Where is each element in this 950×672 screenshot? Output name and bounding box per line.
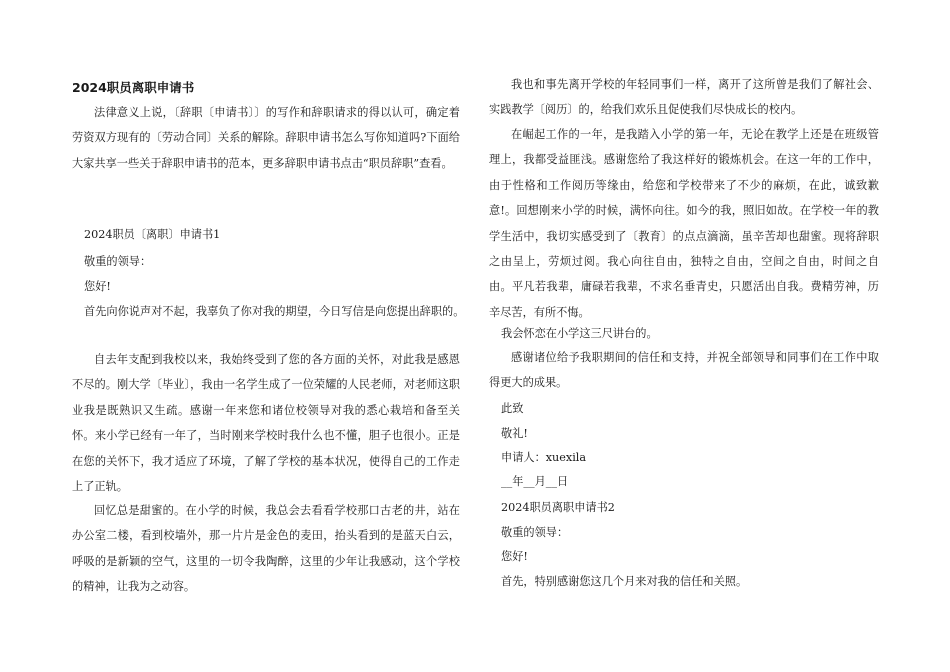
closing-line-2: 敬礼! — [501, 427, 528, 440]
intro-paragraph: 法律意义上说，〔辞职〔申请书〕〕的写作和辞职请求的得以认可，确定着劳资双方现有的〔劳动合同〕关系的解除。辞职申请书怎么写你知道吗?下面给大家共享一些关于辞职申请书的范本，更多辞职申请书点击“职员辞职”查看。 — [72, 106, 460, 170]
letter2-heading: 2024职员离职申请书2 — [501, 501, 615, 514]
right-paragraph-1: 我也和事先离开学校的年轻同事们一样，离开了这所曾是我们了解社会、实践教学〔阅历〕的，给我们欢乐且促使我们尽快成长的校内。 — [489, 78, 879, 117]
right-paragraph-3: 我会怀恋在小学这三尺讲台的。 — [501, 327, 658, 340]
letter1-opening: 首先向你说声对不起，我辜负了你对我的期望，今日写信是向您提出辞职的。 — [84, 305, 465, 318]
letter2-greeting: 您好! — [501, 550, 528, 563]
letter1-paragraph-2: 回忆总是甜蜜的。在小学的时候，我总会去看看学校那口古老的井，站在办公室二楼，看到校墙外，那一片片是金色的麦田，抬头看到的是蓝天白云，呼吸的是新颖的空气，这里的一切令我陶醉，这里的少年让我感动，这个学校的精神，让我为之动容。 — [72, 504, 460, 594]
applicant-line: 申请人：xuexila — [501, 451, 587, 464]
letter1-salutation: 敬重的领导： — [84, 255, 152, 268]
right-paragraph-2: 在崛起工作的一年，是我踏入小学的第一年，无论在教学上还是在班级管理上，我都受益匪浅。感谢您给了我这样好的锻炼机会。在这一年的工作中，由于性格和工作阅历等缘由，给您和学校带来了不少的麻烦，在此，诚致歉意!。回想刚来小学的时候，满怀向往。如今的我，照旧如故。在学校一年的教学生活中，我切实感受到了〔教育〕的点点滴滴，虽辛苦却也甜蜜。现将辞职之由呈上，劳烦过阅。我心向往自由，独特之自由，空间之自由，时间之自由。平凡若我辈，庸碌若我辈，不求名垂青史，只愿活出自我。费精劳神，历辛尽苦，有所不悔。 — [489, 128, 879, 319]
letter1-greeting: 您好! — [84, 280, 111, 293]
right-paragraph-4: 感谢诸位给予我职期间的信任和支持，并祝全部领导和同事们在工作中取得更大的成果。 — [489, 351, 879, 390]
date-line: __年__月__日 — [501, 475, 569, 488]
letter1-paragraph-1: 自去年支配到我校以来，我始终受到了您的各方面的关怀，对此我是感恩不尽的。刚大学〔毕业〕，我由一名学生成了一位荣耀的人民老师，对老师这职业我是既熟识又生疏。感谢一年来您和诸位校领导对我的悉心栽培和备至关怀。来小学已经有一年了，当时刚来学校时我什么也不懂，胆子也很小。正是在您的关怀下，我才适应了环境，了解了学校的基本状况，使得自己的工作走上了正轨。 — [72, 353, 460, 494]
document-title: 2024职员离职申请书 — [72, 80, 195, 95]
letter2-opening: 首先，特别感谢您这几个月来对我的信任和关照。 — [501, 575, 748, 588]
letter1-heading: 2024职员〔离职〕申请书1 — [84, 228, 221, 241]
letter2-salutation: 敬重的领导： — [501, 526, 569, 539]
closing-line-1: 此致 — [501, 402, 524, 415]
